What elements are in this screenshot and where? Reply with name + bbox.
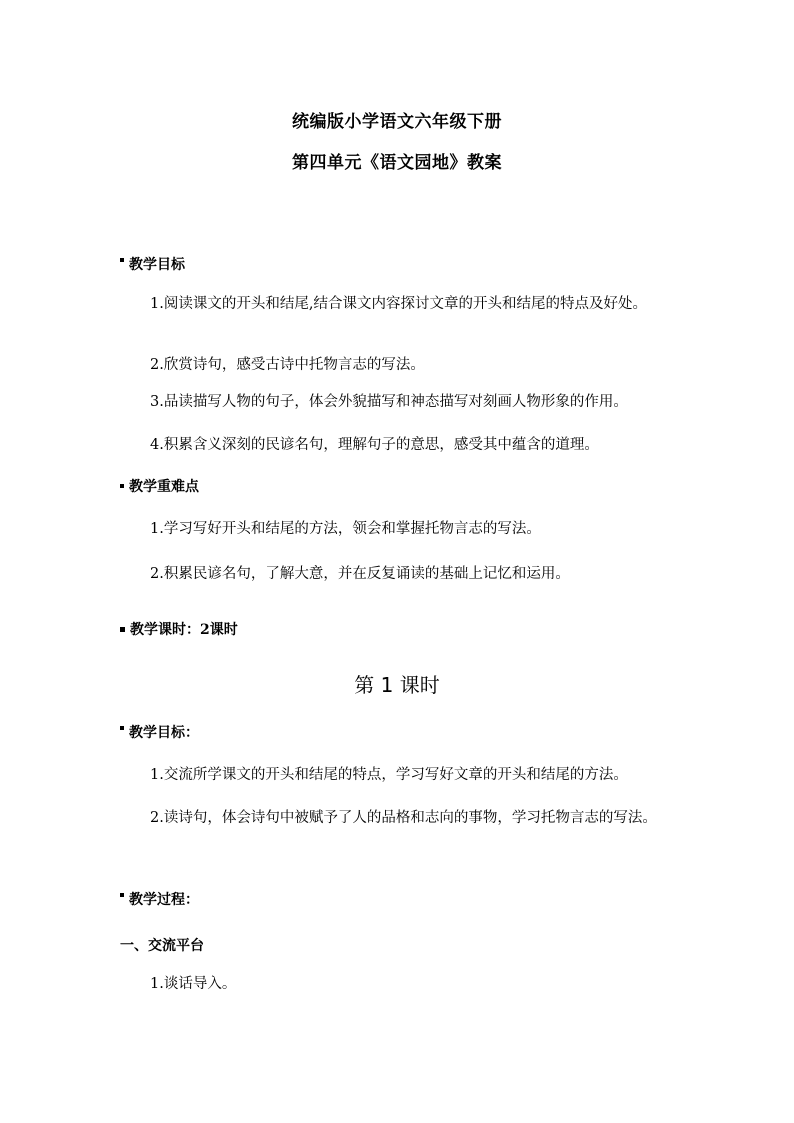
section-heading-hours <box>120 619 238 639</box>
section-heading-lesson-objectives <box>120 722 199 742</box>
bullet-icon <box>120 726 124 730</box>
section-heading-keypoints <box>120 476 199 496</box>
section-heading-label: 教学过程： <box>129 892 199 908</box>
section-heading-objectives <box>120 254 185 274</box>
paragraph-objective-2: 2.欣赏诗句，感受古诗中托物言志的写法。 <box>150 357 425 373</box>
paragraph-step-1: 1.谈话导入。 <box>150 976 237 992</box>
bullet-icon <box>120 258 124 262</box>
section-heading-process <box>120 889 199 909</box>
paragraph-objective-4: 4.积累含义深刻的民谚名句，理解句子的意思，感受其中蕴含的道理。 <box>150 437 599 453</box>
part-heading-exchange <box>120 935 204 955</box>
bullet-icon <box>120 893 124 897</box>
bullet-icon <box>120 484 124 488</box>
document-subtitle: 第四单元《语文园地》教案 <box>292 153 502 173</box>
section-heading-label: 教学目标 <box>129 257 185 273</box>
paragraph-objective-1: 1.阅读课文的开头和结尾,结合课文内容探讨文章的开头和结尾的特点及好处。 <box>150 296 647 312</box>
lesson-title: 第 1 课时 <box>354 673 440 697</box>
bullet-icon <box>120 627 125 632</box>
paragraph-keypoint-2: 2.积累民谚名句，了解大意，并在反复诵读的基础上记忆和运用。 <box>150 566 570 582</box>
section-heading-label: 教学课时：2课时 <box>130 622 238 638</box>
paragraph-objective-3: 3.品读描写人物的句子，体会外貌描写和神态描写对刻画人物形象的作用。 <box>150 394 628 410</box>
section-heading-label: 教学目标： <box>129 725 199 741</box>
section-heading-label: 教学重难点 <box>129 479 199 495</box>
document-title: 统编版小学语文六年级下册 <box>292 112 502 132</box>
paragraph-lesson-objective-2: 2.读诗句，体会诗句中被赋予了人的品格和志向的事物，学习托物言志的写法。 <box>150 810 657 826</box>
paragraph-keypoint-1: 1.学习写好开头和结尾的方法，领会和掌握托物言志的写法。 <box>150 521 541 537</box>
paragraph-lesson-objective-1: 1.交流所学课文的开头和结尾的特点，学习写好文章的开头和结尾的方法。 <box>150 767 628 783</box>
part-heading-label: 一、交流平台 <box>120 938 204 954</box>
